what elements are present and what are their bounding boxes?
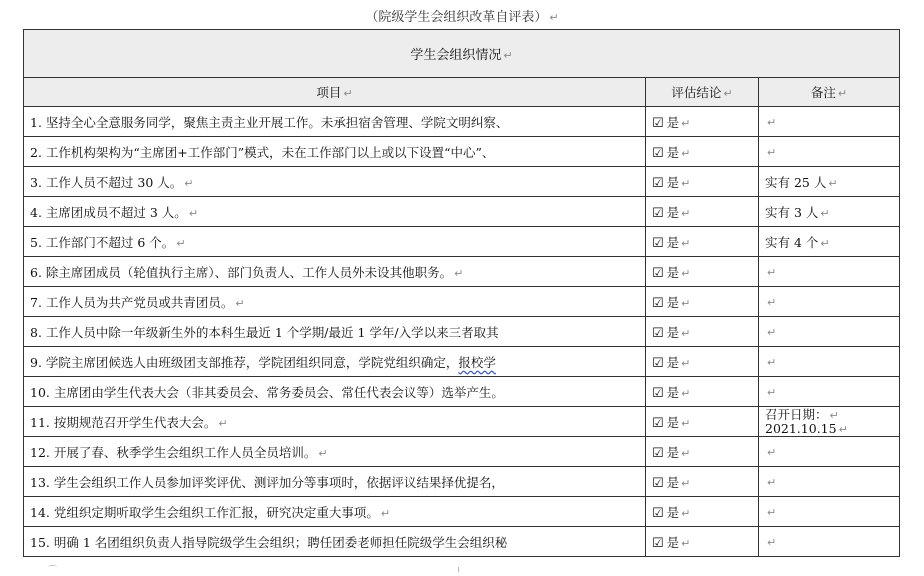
item-cell <box>24 167 646 197</box>
paragraph-mark-icon: ↵ <box>454 266 464 280</box>
checked-box-icon: ☑ <box>652 445 664 461</box>
checked-box-icon: ☑ <box>652 475 664 491</box>
item-text: 10. 主席团由学生代表大会（非其委员会、常务委员会、常任代表会议等）选举产生。 <box>30 384 504 400</box>
checked-box-icon: ☑ <box>652 415 664 431</box>
paragraph-mark-icon: ↵ <box>681 176 691 190</box>
note-cell <box>759 137 900 167</box>
paragraph-mark-icon: ↵ <box>820 206 830 220</box>
item-cell <box>24 437 646 467</box>
item-cell <box>24 377 646 407</box>
item-text: 1. 坚持全心全意服务同学，聚焦主责主业开展工作。未承担宿舍管理、学院文明纠察、 <box>30 114 509 130</box>
note-cell <box>759 377 900 407</box>
column-header-item-label: 项目 <box>316 85 342 100</box>
paragraph-mark-icon: ↵ <box>681 206 691 220</box>
item-text: 12. 开展了春、秋季学生会组织工作人员全员培训。 <box>30 444 317 460</box>
paragraph-mark-icon: ↵ <box>767 326 777 339</box>
result-cell <box>646 137 759 167</box>
note-cell <box>759 437 900 467</box>
item-cell <box>24 497 646 527</box>
checked-box-icon: ☑ <box>652 115 664 131</box>
result-text: 是 <box>666 474 680 490</box>
table-row <box>24 107 900 137</box>
column-header-note-label: 备注 <box>810 85 836 100</box>
evaluation-table <box>23 29 900 557</box>
result-text: 是 <box>666 234 680 250</box>
table-row <box>24 497 900 527</box>
paragraph-mark-icon: ↵ <box>681 146 691 160</box>
checked-box-icon: ☑ <box>652 145 664 161</box>
result-text: 是 <box>666 414 680 430</box>
table-row <box>24 407 900 437</box>
result-cell <box>646 527 759 557</box>
page-edge-mark: ⌒ <box>48 566 58 576</box>
item-text: 13. 学生会组织工作人员参加评奖评优、测评加分等事项时，依据评议结果择优提名， <box>30 474 504 490</box>
item-cell <box>24 227 646 257</box>
item-cell <box>24 527 646 557</box>
item-cell <box>24 347 646 377</box>
paragraph-mark-icon: ↵ <box>549 11 559 24</box>
result-cell <box>646 287 759 317</box>
paragraph-mark-icon: ↵ <box>767 296 777 309</box>
note-cell <box>759 467 900 497</box>
paragraph-mark-icon: ↵ <box>188 206 199 220</box>
result-cell <box>646 377 759 407</box>
result-text: 是 <box>666 114 680 130</box>
table-row <box>24 287 900 317</box>
table-row <box>24 377 900 407</box>
checked-box-icon: ☑ <box>652 265 664 281</box>
result-text: 是 <box>666 294 680 310</box>
note-cell <box>759 317 900 347</box>
document-title <box>0 6 924 25</box>
paragraph-mark-icon: ↵ <box>820 236 830 250</box>
item-cell <box>24 317 646 347</box>
document-title-text: （院级学生会组织改革自评表） <box>365 10 548 25</box>
column-header-item <box>24 78 646 107</box>
result-cell <box>646 197 759 227</box>
table-row <box>24 317 900 347</box>
result-cell <box>646 167 759 197</box>
checked-box-icon: ☑ <box>652 535 664 551</box>
result-text: 是 <box>666 264 680 280</box>
paragraph-mark-icon: ↵ <box>767 536 777 549</box>
result-cell <box>646 317 759 347</box>
checked-box-icon: ☑ <box>652 505 664 521</box>
result-text: 是 <box>666 444 680 460</box>
paragraph-mark-icon: ↵ <box>681 416 691 430</box>
note-cell <box>759 527 900 557</box>
checked-box-icon: ☑ <box>652 235 664 251</box>
item-text: 14. 党组织定期听取学生会组织工作汇报，研究决定重大事项。 <box>30 504 379 520</box>
item-text: 4. 主席团成员不超过 3 人。 <box>30 204 187 220</box>
result-text: 是 <box>666 534 680 550</box>
section-title-row <box>24 30 900 78</box>
paragraph-mark-icon: ↵ <box>184 176 194 190</box>
section-title: 学生会组织情况 <box>410 48 502 63</box>
paragraph-mark-icon: ↵ <box>681 386 691 400</box>
note-date: 2021.10.15 <box>765 420 837 436</box>
result-cell <box>646 497 759 527</box>
paragraph-mark-icon: ↵ <box>681 326 691 340</box>
column-header-result-label: 评估结论 <box>671 85 722 100</box>
item-text: 5. 工作部门不超过 6 个。 <box>30 234 175 250</box>
paragraph-mark-icon: ↵ <box>681 476 691 490</box>
result-cell <box>646 107 759 137</box>
item-cell <box>24 257 646 287</box>
item-cell <box>24 467 646 497</box>
paragraph-mark-icon: ↵ <box>218 416 228 430</box>
paragraph-mark-icon: ↵ <box>380 506 391 520</box>
result-cell <box>646 347 759 377</box>
paragraph-mark-icon: ↵ <box>681 266 691 280</box>
result-text: 是 <box>666 384 680 400</box>
checked-box-icon: ☑ <box>652 385 664 401</box>
item-text: 8. 工作人员中除一年级新生外的本科生最近 1 个学期/最近 1 学年/入学以来三者取其 <box>30 324 499 340</box>
paragraph-mark-icon: ↵ <box>681 116 691 130</box>
paragraph-mark-icon: ↵ <box>828 176 838 190</box>
table-row <box>24 347 900 377</box>
paragraph-mark-icon: ↵ <box>767 116 777 129</box>
table-row <box>24 437 900 467</box>
paragraph-mark-icon: ↵ <box>681 506 691 520</box>
paragraph-mark-icon: ↵ <box>767 506 777 519</box>
paragraph-mark-icon: ↵ <box>681 296 691 310</box>
checked-box-icon: ☑ <box>652 295 664 311</box>
note-cell <box>759 227 900 257</box>
paragraph-mark-icon: ↵ <box>503 49 513 62</box>
note-text: 实有 3 人 <box>765 204 819 220</box>
paragraph-mark-icon: ↵ <box>235 296 245 310</box>
column-header-row <box>24 78 900 107</box>
paragraph-mark-icon: ↵ <box>767 386 777 399</box>
paragraph-mark-icon: ↵ <box>838 422 848 436</box>
result-cell <box>646 437 759 467</box>
paragraph-mark-icon: ↵ <box>318 446 328 460</box>
evaluation-table-body <box>24 30 900 557</box>
item-cell <box>24 407 646 437</box>
table-row <box>24 467 900 497</box>
note-cell <box>759 167 900 197</box>
item-text-flagged: 报校学 <box>458 354 496 370</box>
table-row <box>24 527 900 557</box>
item-cell <box>24 197 646 227</box>
column-header-note <box>759 78 900 107</box>
result-text: 是 <box>666 144 680 160</box>
table-row <box>24 197 900 227</box>
note-text: 实有 4 个 <box>765 234 819 250</box>
note-cell <box>759 257 900 287</box>
item-text: 3. 工作人员不超过 30 人。 <box>30 174 183 190</box>
result-text: 是 <box>666 174 680 190</box>
checked-box-icon: ☑ <box>652 325 664 341</box>
item-cell <box>24 137 646 167</box>
paragraph-mark-icon: ↵ <box>176 236 186 250</box>
paragraph-mark-icon: ↵ <box>681 446 691 460</box>
item-text: 6. 除主席团成员（轮值执行主席）、部门负责人、工作人员外未设其他职务。 <box>30 264 453 280</box>
paragraph-mark-icon: ↵ <box>681 536 691 550</box>
table-row <box>24 257 900 287</box>
item-text: 15. 明确 1 名团组织负责人指导院级学生会组织；聘任团委老师担任院级学生会组织秘 <box>30 534 508 550</box>
table-row <box>24 137 900 167</box>
item-cell <box>24 287 646 317</box>
result-text: 是 <box>666 204 680 220</box>
paragraph-mark-icon: ↵ <box>829 408 839 422</box>
item-text: 9. 学院主席团候选人由班级团支部推荐，学院团组织同意，学院党组织确定， <box>30 354 459 370</box>
paragraph-mark-icon: ↵ <box>837 87 848 100</box>
result-cell <box>646 257 759 287</box>
result-cell <box>646 407 759 437</box>
note-cell <box>759 407 900 437</box>
result-text: 是 <box>666 504 680 520</box>
note-cell <box>759 497 900 527</box>
note-cell <box>759 107 900 137</box>
item-text: 11. 按期规范召开学生代表大会。 <box>30 414 217 430</box>
result-text: 是 <box>666 354 680 370</box>
page-edge-mark: ╷ <box>456 563 462 573</box>
result-cell <box>646 227 759 257</box>
paragraph-mark-icon: ↵ <box>767 476 777 489</box>
paragraph-mark-icon: ↵ <box>767 266 777 279</box>
note-cell <box>759 287 900 317</box>
note-text: 实有 25 人 <box>765 174 827 190</box>
item-cell <box>24 107 646 137</box>
paragraph-mark-icon: ↵ <box>343 87 353 100</box>
paragraph-mark-icon: ↵ <box>767 356 777 369</box>
paragraph-mark-icon: ↵ <box>681 236 691 250</box>
table-row <box>24 227 900 257</box>
checked-box-icon: ☑ <box>652 205 664 221</box>
table-row <box>24 167 900 197</box>
note-cell <box>759 347 900 377</box>
result-cell <box>646 467 759 497</box>
checked-box-icon: ☑ <box>652 175 664 191</box>
column-header-result <box>646 78 759 107</box>
item-text: 7. 工作人员为共产党员或共青团员。 <box>30 294 234 310</box>
section-title-cell <box>24 30 900 78</box>
paragraph-mark-icon: ↵ <box>681 356 691 370</box>
paragraph-mark-icon: ↵ <box>723 87 733 100</box>
result-text: 是 <box>666 324 680 340</box>
note-cell <box>759 197 900 227</box>
note-text: 召开日期： <box>765 406 828 422</box>
paragraph-mark-icon: ↵ <box>767 446 777 459</box>
item-text: 2. 工作机构架构为“主席团+工作部门”模式，未在工作部门以上或以下设置“中心”、 <box>30 144 495 160</box>
checked-box-icon: ☑ <box>652 355 664 371</box>
paragraph-mark-icon: ↵ <box>767 146 777 159</box>
